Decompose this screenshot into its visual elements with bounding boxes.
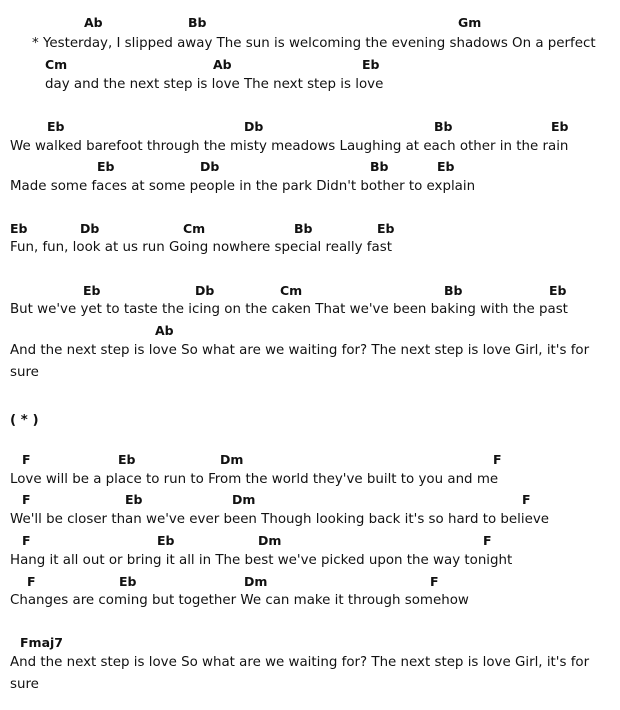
chord: Eb: [549, 283, 567, 298]
lyric-line: Fun, fun, look at us run Going nowhere special really fast: [10, 240, 392, 255]
repeat-marker: ( * ): [10, 413, 39, 428]
lyric-line: sure: [10, 677, 39, 692]
chord: F: [483, 533, 492, 548]
chord: F: [430, 574, 439, 589]
chord: F: [22, 533, 31, 548]
chord: Bb: [370, 159, 389, 174]
chord: Bb: [188, 15, 207, 30]
lyric-line: We walked barefoot through the misty meadows Laughing at each other in the rain: [10, 139, 569, 154]
chord: F: [493, 452, 502, 467]
lyric-line: We'll be closer than we've ever been Though looking back it's so hard to believe: [10, 512, 549, 527]
chord: Eb: [97, 159, 115, 174]
chord: Dm: [258, 533, 282, 548]
chord: F: [522, 492, 531, 507]
chord: Ab: [155, 323, 174, 338]
chord: Dm: [232, 492, 256, 507]
chord: Gm: [458, 15, 482, 30]
chord: Fmaj7: [20, 635, 63, 650]
chord: Eb: [47, 119, 65, 134]
chord: Eb: [119, 574, 137, 589]
lyric-line: sure: [10, 365, 39, 380]
chord: Cm: [45, 57, 68, 72]
chord: Ab: [84, 15, 103, 30]
chord: Db: [200, 159, 220, 174]
chord: Eb: [551, 119, 569, 134]
chord: Eb: [377, 221, 395, 236]
lyric-line: Love will be a place to run to From the world they've built to you and me: [10, 472, 499, 487]
chord: Db: [244, 119, 264, 134]
lyric-line: Hang it all out or bring it all in The best we've picked upon the way tonight: [10, 553, 513, 568]
chord: Ab: [213, 57, 232, 72]
chord: Eb: [125, 492, 143, 507]
chord: F: [27, 574, 36, 589]
chord: Bb: [294, 221, 313, 236]
lyric-line: * Yesterday, I slipped away The sun is welcoming the evening shadows On a perfect: [32, 36, 596, 51]
lyric-line: But we've yet to taste the icing on the caken That we've been baking with the past: [10, 302, 568, 317]
lyric-line: day and the next step is love The next step is love: [45, 77, 384, 92]
chord: Cm: [280, 283, 303, 298]
chord: Dm: [220, 452, 244, 467]
chord: F: [22, 492, 31, 507]
lyric-line: And the next step is love So what are we waiting for? The next step is love Girl, it's for: [10, 655, 590, 670]
lyric-line: Changes are coming but together We can make it through somehow: [10, 593, 469, 608]
chord: Eb: [437, 159, 455, 174]
chord: Dm: [244, 574, 268, 589]
chord: Bb: [444, 283, 463, 298]
chord: Bb: [434, 119, 453, 134]
chord: F: [22, 452, 31, 467]
chord: Db: [195, 283, 215, 298]
chord: Eb: [83, 283, 101, 298]
chord: Eb: [10, 221, 28, 236]
chord: Cm: [183, 221, 206, 236]
chord: Eb: [118, 452, 136, 467]
chord: Eb: [157, 533, 175, 548]
lyric-line: Made some faces at some people in the park Didn't bother to explain: [10, 179, 476, 194]
chord: Eb: [362, 57, 380, 72]
lyric-line: And the next step is love So what are we waiting for? The next step is love Girl, it's for: [10, 343, 590, 358]
chord: Db: [80, 221, 100, 236]
